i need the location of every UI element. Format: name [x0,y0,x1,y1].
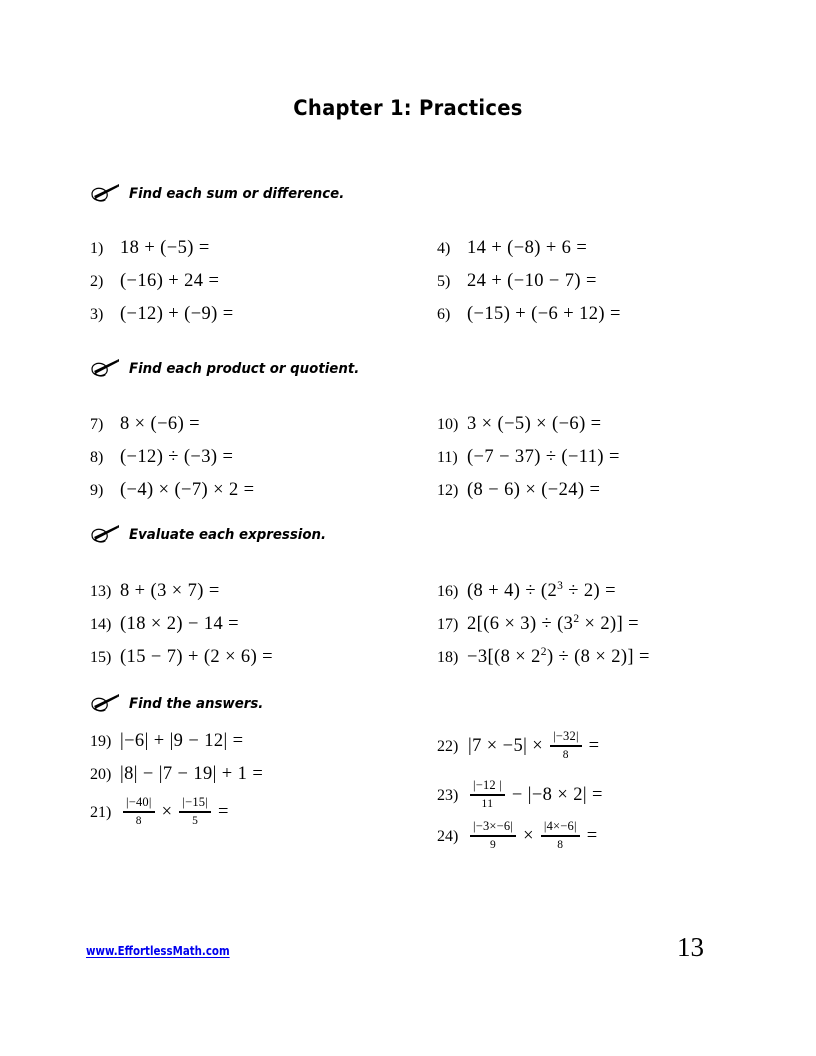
problem-expression [467,647,650,668]
problem-3 [90,304,234,325]
problem-number: 1) [90,240,104,257]
problem-number: 24) [437,827,459,845]
section-heading-label: Find each product or quotient. [129,361,360,377]
problem-number: 19) [90,733,112,750]
problem-expression [121,796,229,830]
problem-number: 2) [90,273,104,290]
problem-12 [437,480,600,501]
problem-number: 14) [90,616,112,633]
expr-pre: (8 + 4) ÷ (2 [467,581,558,601]
fraction-denominator: 5 [192,814,199,827]
fraction-numerator: |−12 | [473,778,502,792]
fraction [179,795,211,829]
problem-number: 9) [90,482,104,499]
problem-expression: (−4) × (−7) × 2 = [120,480,255,500]
problem-expression: |8| − |7 − 19| + 1 = [120,764,264,784]
exponent: 3 [557,579,564,592]
section-heading-label: Find each sum or difference. [129,186,345,202]
section-heading-find-answers [90,693,275,715]
section-heading-label: Evaluate each expression. [129,527,327,543]
problem-number: 20) [90,766,112,783]
problem-number: 16) [437,583,459,600]
section-heading-label: Find the answers. [129,696,264,712]
problem-number: 5) [437,273,451,290]
problem-2 [90,271,219,292]
footer-website-link[interactable]: www.EffortlessMath.com [86,943,230,958]
expr-pre: 2[(6 × 3) ÷ (3 [467,614,574,634]
problem-number: 18) [437,649,459,666]
problem-expression: 8 × (−6) = [120,414,200,434]
fraction-numerator: |−3×−6| [473,819,514,833]
problem-expression: (−12) ÷ (−3) = [120,447,234,467]
problem-expression: (−15) + (−6 + 12) = [467,304,621,324]
problem-expression [468,730,600,764]
problem-8 [90,447,233,468]
problem-number: 21) [90,803,112,821]
section-heading-evaluate-expression [90,524,343,546]
problem-expression: 24 + (−10 − 7) = [467,271,597,291]
exponent: 2 [573,612,580,625]
problem-number: 4) [437,240,451,257]
expr-post: × 2)] = [579,614,639,634]
fraction-denominator: 8 [135,814,142,827]
equals-sign: = [586,826,598,847]
fraction-denominator: 8 [557,838,564,851]
operator: × [161,802,173,823]
pen-writing-icon [90,524,120,546]
problem-expression: (15 − 7) + (2 × 6) = [120,647,274,667]
fraction-numerator: |4×−6| [543,819,577,833]
exponent: 2 [540,645,547,658]
problem-expression [468,820,598,854]
problem-expression: (−16) + 24 = [120,271,220,291]
problem-15 [90,647,273,668]
section-heading-sum-difference [90,183,363,205]
problem-number: 6) [437,306,451,323]
problem-number: 17) [437,616,459,633]
equals-sign: = [588,736,600,757]
problem-expression: 18 + (−5) = [120,238,210,258]
problem-expression: (18 × 2) − 14 = [120,614,239,634]
problem-5 [437,271,597,292]
fraction [123,795,155,829]
problem-number: 13) [90,583,112,600]
fraction [550,729,582,763]
page-number: 13 [677,932,704,962]
problem-expression [467,581,616,602]
operator: × [523,826,534,847]
problem-1 [90,238,210,259]
problem-number: 23) [437,786,459,804]
fraction-numerator: |−32| [553,729,579,743]
expr-post: ÷ 2) = [563,581,616,601]
fraction-numerator: |−40| [126,795,152,809]
problem-17 [437,614,639,635]
problem-18 [437,647,650,668]
problem-expression [468,779,603,813]
section-heading-product-quotient [90,358,379,380]
problem-expression: 8 + (3 × 7) = [120,581,220,601]
problem-13 [90,581,220,602]
equals-sign: = [217,802,229,823]
problem-expression: |−6| + |9 − 12| = [120,731,244,751]
problem-23 [437,779,603,813]
problem-7 [90,414,200,435]
problem-20 [90,764,263,785]
problem-expression: (−12) + (−9) = [120,304,234,324]
problem-4 [437,238,587,259]
expression-text: |7 × −5| × [468,736,544,757]
problem-10 [437,414,601,435]
problem-19 [90,731,243,752]
problem-22 [437,730,600,764]
problem-number: 11) [437,449,458,466]
problem-16 [437,581,616,602]
fraction-denominator: 11 [481,797,494,810]
problem-21 [90,796,229,830]
fraction [470,778,505,812]
problem-number: 22) [437,737,459,755]
problem-expression [467,614,639,635]
fraction-numerator: |−15| [182,795,208,809]
problem-expression: (−7 − 37) ÷ (−11) = [467,447,620,467]
problem-6 [437,304,621,325]
expression-text: − |−8 × 2| = [511,785,603,806]
problem-24 [437,820,598,854]
problem-9 [90,480,254,501]
problem-number: 3) [90,306,104,323]
page-title: Chapter 1: Practices [293,96,523,120]
pen-writing-icon [90,693,120,715]
fraction-denominator: 9 [489,838,497,851]
problem-number: 15) [90,649,112,666]
problem-number: 12) [437,482,459,499]
expr-post: ) ÷ (8 × 2)] = [546,647,650,667]
fraction-denominator: 8 [562,748,569,761]
problem-number: 7) [90,416,104,433]
expr-pre: −3[(8 × 2 [467,647,541,667]
pen-writing-icon [90,358,120,380]
problem-number: 10) [437,416,459,433]
problem-expression: (8 − 6) × (−24) = [467,480,601,500]
problem-expression: 14 + (−8) + 6 = [467,238,588,258]
fraction [470,819,516,853]
fraction [541,819,580,853]
problem-11 [437,447,620,468]
problem-expression: 3 × (−5) × (−6) = [467,414,602,434]
problem-number: 8) [90,449,104,466]
pen-writing-icon [90,183,120,205]
problem-14 [90,614,239,635]
